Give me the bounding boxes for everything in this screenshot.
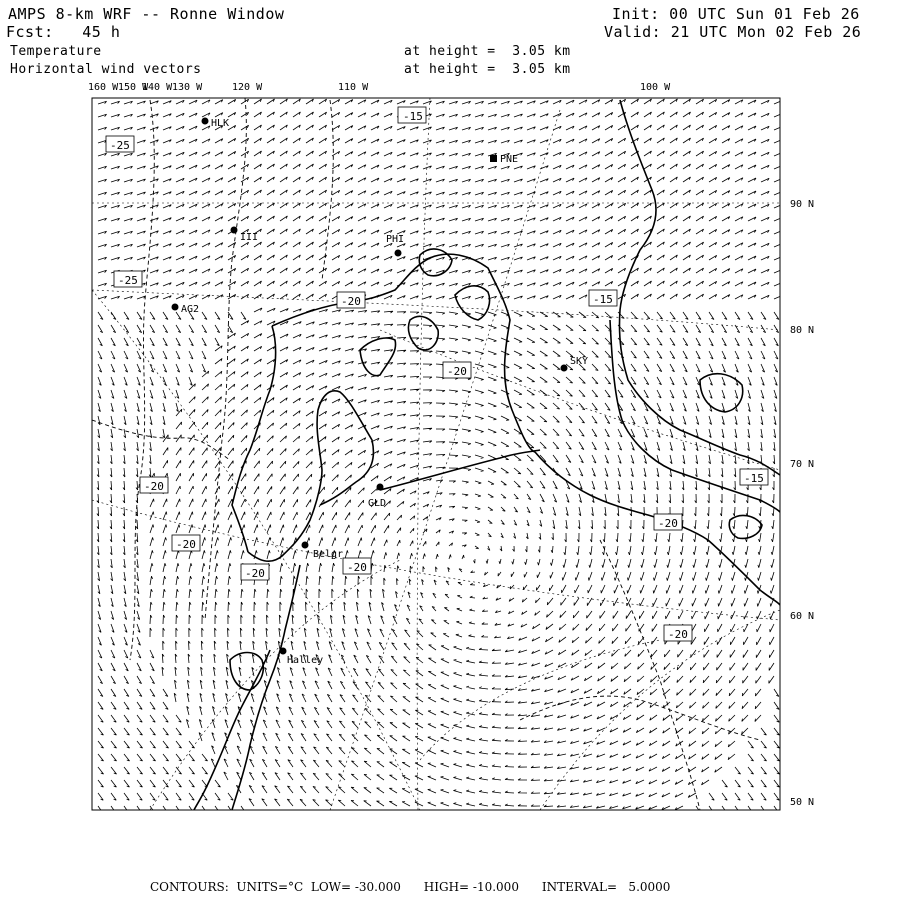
- station-labels: [181, 118, 588, 666]
- svg-text:-15: -15: [744, 472, 764, 485]
- contour-label: [140, 477, 168, 493]
- contour-label: [443, 362, 471, 378]
- contour-label: [106, 136, 134, 152]
- station-label: HLK: [211, 118, 230, 129]
- lon-label: 140 W: [142, 82, 173, 93]
- svg-text:-20: -20: [668, 628, 688, 641]
- lon-label: 160 W: [88, 82, 119, 93]
- lon-label: 150 W: [118, 82, 149, 93]
- svg-text:-20: -20: [447, 365, 467, 378]
- contour-label: [398, 107, 426, 123]
- height-temperature: at height = 3.05 km: [404, 44, 571, 59]
- station-label: PNE: [500, 154, 519, 165]
- station-label: AG2: [181, 304, 200, 315]
- svg-text:-20: -20: [245, 567, 265, 580]
- svg-text:-20: -20: [144, 480, 164, 493]
- contour-label: [589, 290, 617, 306]
- station-marker-sky: [561, 365, 568, 372]
- wind-vector-field: [97, 99, 782, 814]
- lat-label: 50 N: [790, 797, 815, 808]
- svg-text:-20: -20: [347, 561, 367, 574]
- forecast-hour: Fcst: 45 h: [6, 23, 121, 41]
- contour-label: [172, 535, 200, 551]
- station-marker-gld: [377, 484, 384, 491]
- field-name-wind: Horizontal wind vectors: [10, 62, 202, 77]
- field-name-temperature: Temperature: [10, 44, 102, 59]
- lon-label: 130 W: [172, 82, 203, 93]
- valid-time: Valid: 21 UTC Mon 02 Feb 26: [604, 23, 862, 41]
- station-label: Halley: [287, 655, 324, 666]
- station-label: PHI: [386, 234, 405, 245]
- contour-label: [114, 271, 142, 287]
- station-label: III: [240, 232, 259, 243]
- station-marker-ag2: [172, 304, 179, 311]
- lat-label: 70 N: [790, 459, 815, 470]
- station-marker-halley: [280, 648, 287, 655]
- boundary-lines: [92, 98, 760, 810]
- contour-label: [654, 514, 682, 530]
- height-wind: at height = 3.05 km: [404, 62, 571, 77]
- lat-label: 80 N: [790, 325, 815, 336]
- lon-label: 110 W: [338, 82, 369, 93]
- lat-label: 60 N: [790, 611, 815, 622]
- contour-label: [343, 558, 371, 574]
- station-label: SKY: [570, 356, 589, 367]
- wind-vectors: [97, 99, 782, 814]
- svg-text:-20: -20: [176, 538, 196, 551]
- map-title: AMPS 8-km WRF -- Ronne Window: [8, 5, 285, 23]
- lon-label: 100 W: [640, 82, 671, 93]
- contour-label: [337, 292, 365, 308]
- latitude-labels: [790, 199, 814, 808]
- station-marker-iii: [231, 227, 238, 234]
- svg-text:-25: -25: [110, 139, 130, 152]
- lon-label: 120 W: [232, 82, 263, 93]
- contour-label: [664, 625, 692, 641]
- svg-text:-15: -15: [593, 293, 613, 306]
- contour-info-footer: CONTOURS: UNITS=°C LOW= -30.000 HIGH= -10.000 INTERVAL= 5.0000: [150, 880, 671, 894]
- station-marker-phi: [395, 250, 402, 257]
- station-label: GLD: [368, 498, 387, 509]
- svg-text:-25: -25: [118, 274, 138, 287]
- lat-label: 90 N: [790, 199, 815, 210]
- svg-text:-20: -20: [658, 517, 678, 530]
- svg-text:-20: -20: [341, 295, 361, 308]
- longitude-labels: [88, 82, 671, 93]
- station-label: Belgr: [313, 549, 344, 560]
- init-time: Init: 00 UTC Sun 01 Feb 26: [612, 5, 860, 23]
- contour-label: [241, 564, 269, 580]
- station-marker-belgr: [302, 542, 309, 549]
- svg-text:-15: -15: [403, 110, 423, 123]
- contour-label: [740, 469, 768, 485]
- station-marker-pne: [490, 155, 497, 162]
- station-marker-hlk: [202, 118, 209, 125]
